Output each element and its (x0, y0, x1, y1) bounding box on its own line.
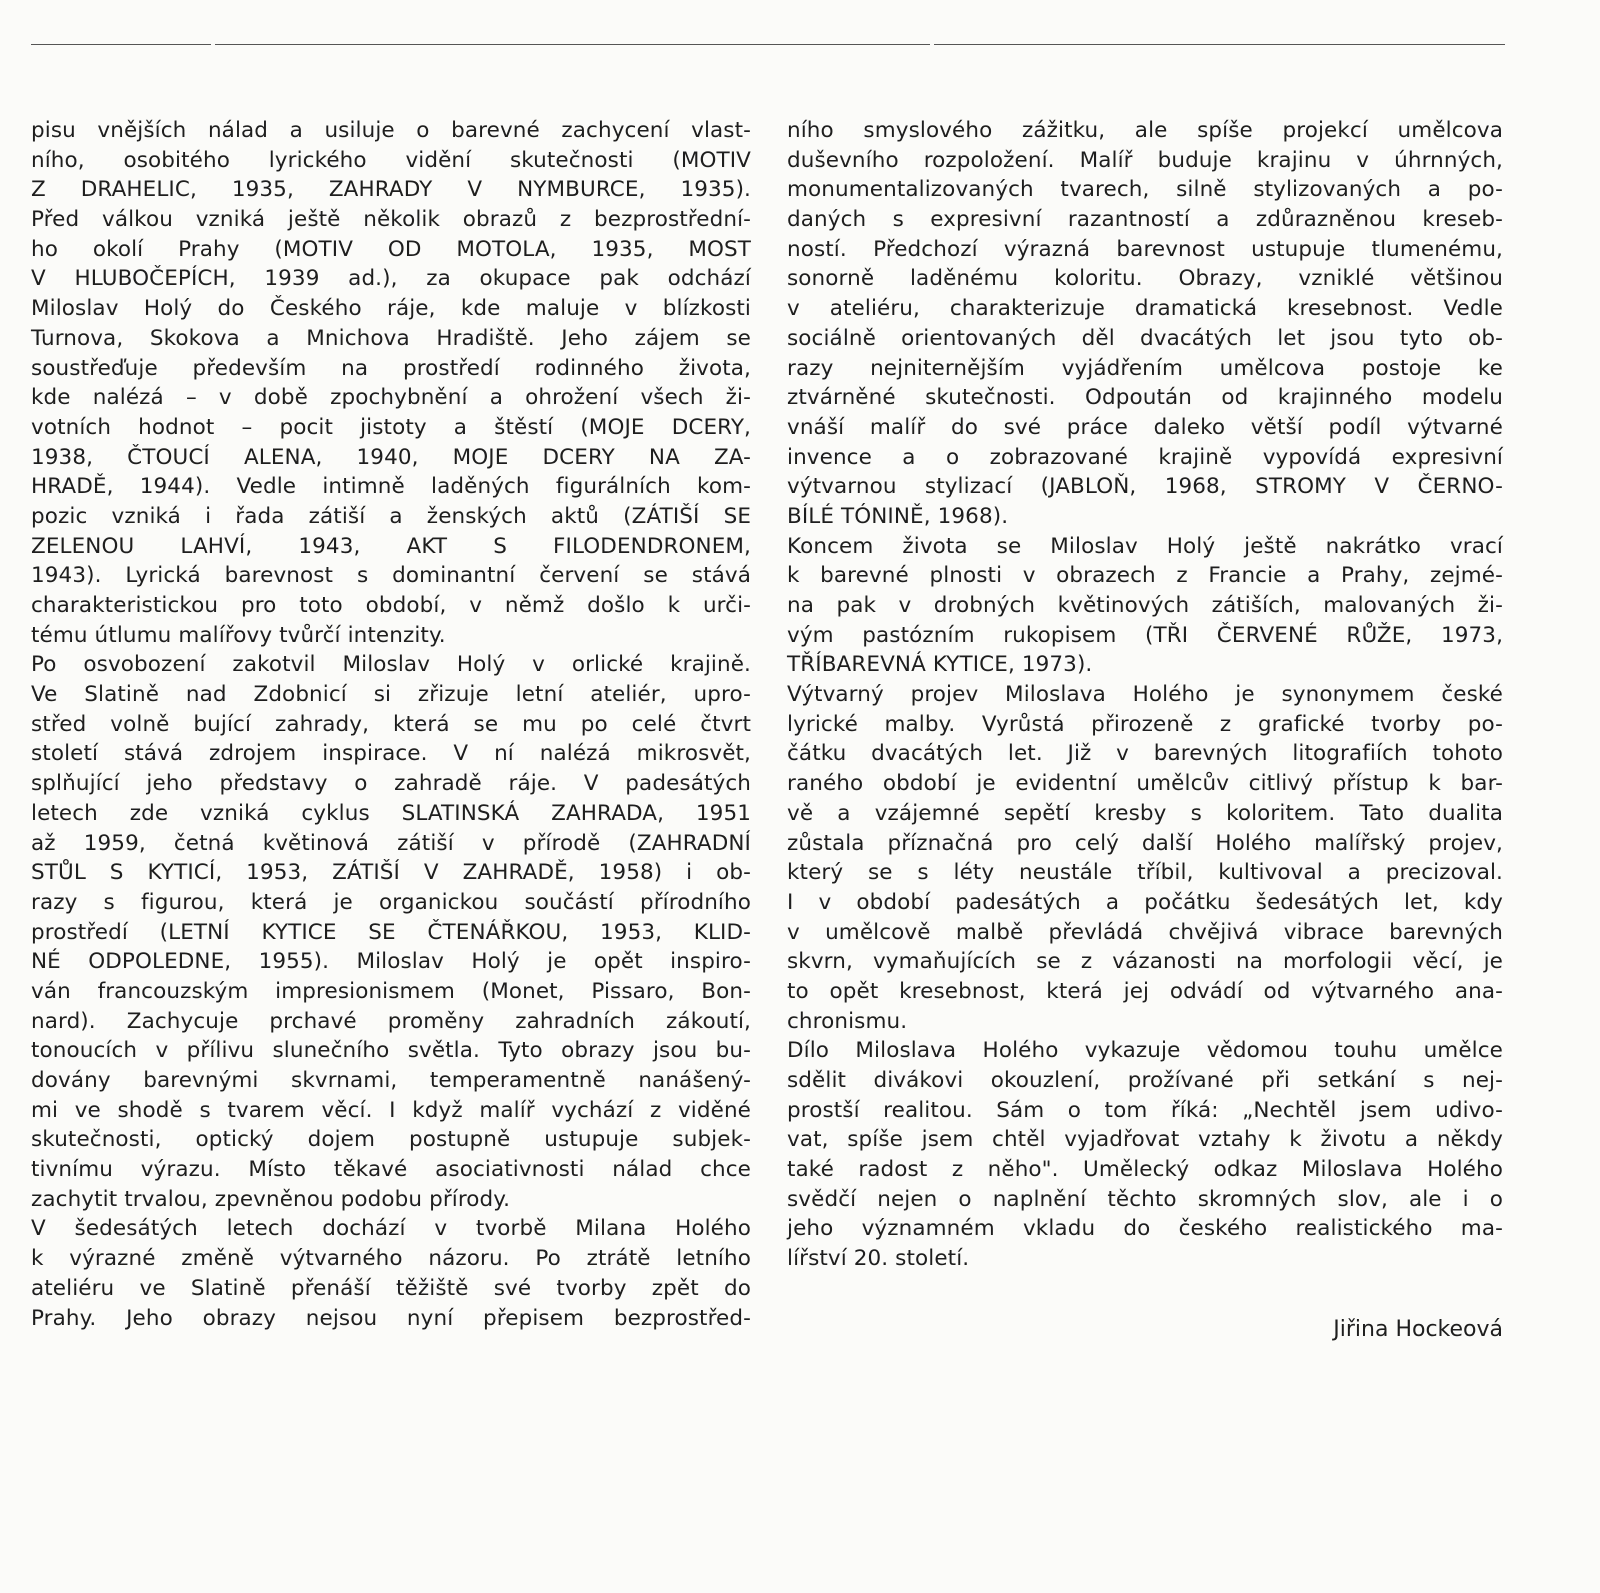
text-line: sdělit divákovi okouzlení, prožívané při setkání s nej- (787, 1068, 1503, 1093)
text-line: duševního rozpoložení. Malíř buduje krajinu v úhrnných, (787, 147, 1503, 173)
text-line: STŮL S KYTICÍ, 1953, ZÁTIŠÍ V ZAHRADĚ, 1958) i ob- (31, 860, 751, 886)
text-line: V šedesátých letech dochází v tvorbě Milana Holého (31, 1216, 751, 1242)
text-line: Koncem života se Miloslav Holý ještě nakrátko vrací (787, 533, 1503, 559)
text-line: vat, spíše jsem chtěl vyjadřovat vztahy k životu a někdy (787, 1127, 1503, 1153)
paragraph (31, 116, 751, 650)
text-line: monumentalizovaných tvarech, silně stylizovaných a po- (787, 177, 1503, 203)
text-line: tonoucích v přílivu slunečního světla. Tyto obrazy jsou bu- (31, 1038, 751, 1064)
text-line: který se s léty neustále tříbil, kultivoval a precizoval. (787, 860, 1503, 886)
text-line: ního, osobitého lyrického vidění skutečnosti (MOTIV (31, 147, 751, 173)
text-line: ván francouzským impresionismem (Monet, Pissaro, Bon- (31, 978, 751, 1004)
text-line: dovány barevnými skvrnami, temperamentně nanášený- (31, 1068, 751, 1093)
text-line: jeho významném vkladu do českého realistického ma- (787, 1216, 1503, 1242)
text-line: I v období padesátých a počátku šedesátých let, kdy (787, 889, 1503, 915)
text-line: 1938, ČTOUCÍ ALENA, 1940, MOJE DCERY NA ZA- (31, 444, 751, 470)
text-line: tivnímu výrazu. Místo těkavé asociativnosti nálad chce (31, 1157, 751, 1183)
text-line: zachytit trvalou, zpevněnou podobu přírody. (31, 1186, 511, 1212)
text-line: vým pastózním rukopisem (TŘI ČERVENÉ RŮŽE, 1973, (787, 622, 1503, 648)
text-line: výtvarnou stylizací (JABLOŇ, 1968, STROMY V ČERNO- (787, 474, 1503, 500)
text-line: Z DRAHELIC, 1935, ZAHRADY V NYMBURCE, 1935). (31, 177, 751, 203)
text-line: letech zde vzniká cyklus SLATINSKÁ ZAHRADA, 1951 (31, 800, 751, 826)
text-line: ztvárněné skutečnosti. Odpoután od krajinného modelu (787, 385, 1503, 411)
left-text-column (31, 116, 751, 1333)
text-line: razy s figurou, která je organickou součástí přírodního (31, 889, 751, 915)
text-line: vě a vzájemné sepětí kresby s koloritem. Tato dualita (787, 800, 1503, 826)
text-line: na pak v drobných květinových zátiších, malovaných ži- (787, 593, 1503, 618)
text-line: také radost z něho". Umělecký odkaz Miloslava Holého (787, 1157, 1503, 1183)
text-line: invence a o zobrazované krajině vypovídá expresivní (787, 444, 1503, 470)
text-line: svědčí nejen o naplnění těchto skromných slov, ale i o (787, 1186, 1503, 1212)
text-line: čátku dvacátých let. Již v barevných litografiích tohoto (787, 741, 1503, 767)
text-line: HRADĚ, 1944). Vedle intimně laděných figurálních kom- (31, 474, 751, 500)
text-line: tému útlumu malířovy tvůrčí intenzity. (31, 622, 446, 648)
text-line: mi ve shodě s tvarem věcí. I když malíř vychází z viděné (31, 1097, 751, 1123)
paragraph (787, 116, 1503, 532)
text-line: kde nalézá – v době zpochybnění a ohrožení všech ži- (31, 385, 751, 411)
text-line: ností. Předchozí výrazná barevnost ustupuje tlumenému, (787, 236, 1503, 262)
header-rule (31, 44, 211, 45)
text-line: století stává zdrojem inspirace. V ní nalézá mikrosvět, (31, 741, 751, 767)
text-line: Po osvobození zakotvil Miloslav Holý v orlické krajině. (31, 652, 751, 678)
text-line: Turnova, Skokova a Mnichova Hradiště. Jeho zájem se (31, 325, 751, 351)
text-line: daných s expresivní razantností a zdůrazněnou kreseb- (787, 207, 1503, 233)
text-line: střed volně bující zahrady, která se mu po celé čtvrt (31, 711, 751, 737)
text-line: ního smyslového zážitku, ale spíše projekcí umělcova (787, 118, 1503, 143)
text-line: v ateliéru, charakterizuje dramatická kresebnost. Vedle (787, 296, 1503, 322)
text-line: prostředí (LETNÍ KYTICE SE ČTENÁŘKOU, 1953, KLID- (31, 919, 751, 945)
text-line: charakteristickou pro toto období, v němž došlo k urči- (31, 593, 751, 618)
text-line: nard). Zachycuje prchavé proměny zahradních zákoutí, (31, 1008, 751, 1034)
text-line: sonorně laděnému koloritu. Obrazy, vzniklé většinou (787, 266, 1503, 292)
text-line: zůstala příznačná pro celý další Holého malířský projev, (787, 830, 1503, 856)
text-line: pozic vzniká i řada zátiší a ženských aktů (ZÁTIŠÍ SE (31, 503, 751, 529)
paragraph (787, 532, 1503, 680)
text-line: ho okolí Prahy (MOTIV OD MOTOLA, 1935, MOST (31, 236, 751, 262)
text-line: TŘÍBAREVNÁ KYTICE, 1973). (787, 652, 1093, 678)
text-line: skutečnosti, optický dojem postupně ustupuje subjek- (31, 1127, 751, 1153)
text-line: k výrazné změně výtvarného názoru. Po ztrátě letního (31, 1246, 751, 1272)
text-line: votních hodnot – pocit jistoty a štěstí (MOJE DCERY, (31, 414, 751, 440)
text-line: Výtvarný projev Miloslava Holého je synonymem české (787, 682, 1503, 708)
text-line: až 1959, četná květinová zátiší v přírodě (ZAHRADNÍ (31, 830, 751, 856)
text-line: v umělcově malbě převládá chvějivá vibrace barevných (787, 919, 1503, 945)
text-line: 1943). Lyrická barevnost s dominantní červení se stává (31, 563, 751, 589)
text-line: prostší realitou. Sám o tom říká: „Nechtěl jsem udivo- (787, 1097, 1503, 1123)
text-line: NÉ ODPOLEDNE, 1955). Miloslav Holý je opět inspiro- (31, 949, 751, 975)
text-line: k barevné plnosti v obrazech z Francie a Prahy, zejmé- (787, 563, 1503, 589)
text-line: V HLUBOČEPÍCH, 1939 ad.), za okupace pak odchází (31, 266, 751, 292)
text-line: ateliéru ve Slatině přenáší těžiště své tvorby zpět do (31, 1275, 751, 1301)
author-signature: Jiřina Hockeová (1333, 1317, 1503, 1342)
text-line: soustřeďuje především na prostředí rodinného života, (31, 355, 751, 381)
text-line: raného období je evidentní umělcův citlivý přístup k bar- (787, 771, 1503, 797)
text-line: lyrické malby. Vyrůstá přirozeně z grafické tvorby po- (787, 711, 1503, 737)
text-line: to opět kresebnost, která jej odvádí od výtvarného ana- (787, 978, 1503, 1004)
text-line: BÍLÉ TÓNINĚ, 1968). (787, 503, 1009, 529)
text-line: sociálně orientovaných děl dvacátých let jsou tyto ob- (787, 325, 1503, 351)
right-text-column (787, 116, 1503, 1274)
text-line: Před válkou vzniká ještě několik obrazů z bezprostřední- (31, 207, 751, 233)
text-line: razy nejniternějším vyjádřením umělcova postoje ke (787, 355, 1503, 381)
text-line: pisu vnějších nálad a usiluje o barevné zachycení vlast- (31, 118, 751, 143)
paragraph (787, 680, 1503, 1036)
text-line: Miloslav Holý do Českého ráje, kde maluje v blízkosti (31, 296, 751, 322)
paragraph (31, 650, 751, 1214)
header-rule (215, 44, 930, 45)
header-rule (934, 44, 1505, 45)
text-line: ZELENOU LAHVÍ, 1943, AKT S FILODENDRONEM, (31, 533, 751, 559)
text-line: Ve Slatině nad Zdobnicí si zřizuje letní ateliér, upro- (31, 682, 751, 708)
text-line: lířství 20. století. (787, 1246, 970, 1272)
text-line: skvrn, vymaňujících se z vázanosti na morfologii věcí, je (787, 949, 1503, 975)
text-line: vnáší malíř do své práce daleko větší podíl výtvarné (787, 414, 1503, 440)
text-line: Prahy. Jeho obrazy nejsou nyní přepisem bezprostřed- (31, 1305, 751, 1331)
text-line: Dílo Miloslava Holého vykazuje vědomou touhu umělce (787, 1038, 1503, 1064)
text-line: splňující jeho představy o zahradě ráje. V padesátých (31, 771, 751, 797)
paragraph (787, 1036, 1503, 1274)
text-line: chronismu. (787, 1008, 908, 1034)
paragraph (31, 1214, 751, 1333)
